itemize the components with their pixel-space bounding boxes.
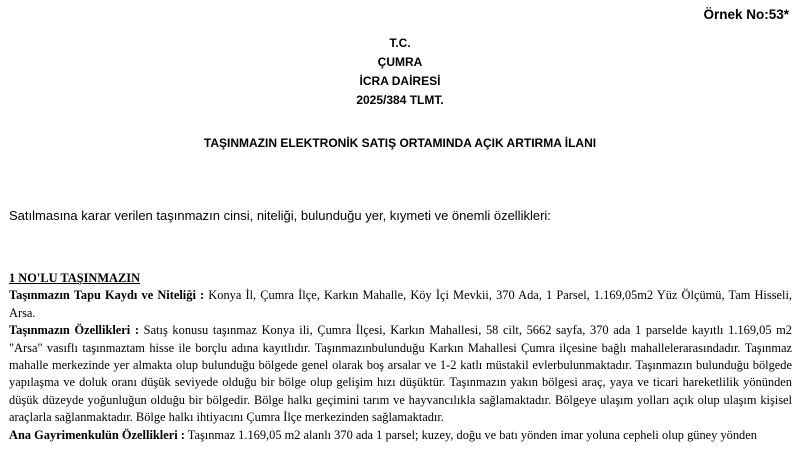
paragraph-main-property <box>9 427 792 444</box>
paragraph-text: Satış konusu taşınmaz Konya ili, Çumra İlçesi, Karkın Mahallesi, 58 cilt, 5662 sayfa, 370 ada 1 parselde kayıtlı 1.169,05 m2 "Arsa" vasıflı taşınmaztam hisse ile borçlu adına kayıtlıdır. Taşınmazınbulunduğu Karkın Mahallesi Çumra ilçesine bağlı mahallelerarasındadır. Taşınmaz mahalle merkezinde yer almakta olup bulunduğu bölgede genel olarak boş arsalar ve 1-2 katlı müstakil evlerbulunmaktadır. Taşınmazın bulunduğu bölgede yapılaşma ve doluk oranı düşük seviyede olduğu bir bölge olup gelişim hızı düşüktür. Taşınmazın yakın bölgesi araç, yaya ve ticari hareketlilik yönünden düşük düzeyde yoğunluğun olduğu bir bölgedir. Bölge halkı geçimini tarım ve hayvancılıkla sağlamaktadır. Bölgeye ulaşım yolları açık olup ulaşım kişisel araçlarla sağlanmaktadır. Bölge halkı ihtiyacını Çumra İlçe merkezinden sağlamaktadır. <box>9 323 792 425</box>
paragraph-label: Taşınmazın Tapu Kaydı ve Niteliği : <box>9 288 205 303</box>
paragraph-label: Taşınmazın Özellikleri : <box>9 323 140 338</box>
header-block <box>0 34 800 110</box>
example-number: Örnek No:53* <box>703 7 789 22</box>
header-line-file-number: 2025/384 TLMT. <box>356 93 444 107</box>
paragraph-text: Taşınmaz 1.169,05 m2 alanlı 370 ada 1 parsel; kuzey, doğu ve batı yönden imar yoluna cepheli olup güney yönden <box>184 427 757 442</box>
property-section <box>9 270 792 444</box>
header-line-tc: T.C. <box>389 36 411 50</box>
paragraph-title-deed <box>9 287 792 322</box>
page-title: TAŞINMAZIN ELEKTRONİK SATIŞ ORTAMINDA AÇIK ARTIRMA İLANI <box>203 136 597 150</box>
header-line-office: İCRA DAİRESİ <box>359 74 441 88</box>
section-heading: 1 NO'LU TAŞINMAZIN <box>9 271 141 285</box>
intro-text: Satılmasına karar verilen taşınmazın cinsi, niteliği, bulunduğu yer, kıymeti ve önemli özellikleri: <box>9 208 551 223</box>
header-line-district: ÇUMRA <box>377 55 423 69</box>
paragraph-property-features <box>9 322 792 426</box>
paragraph-text: Konya İl, Çumra İlçe, Karkın Mahalle, Köy İçi Mevkii, 370 Ada, 1 Parsel, 1.169,05m2 Yüz Ölçümü, Tam Hisseli, Arsa. <box>9 288 792 320</box>
paragraph-label: Ana Gayrimenkulün Özellikleri : <box>9 427 185 442</box>
